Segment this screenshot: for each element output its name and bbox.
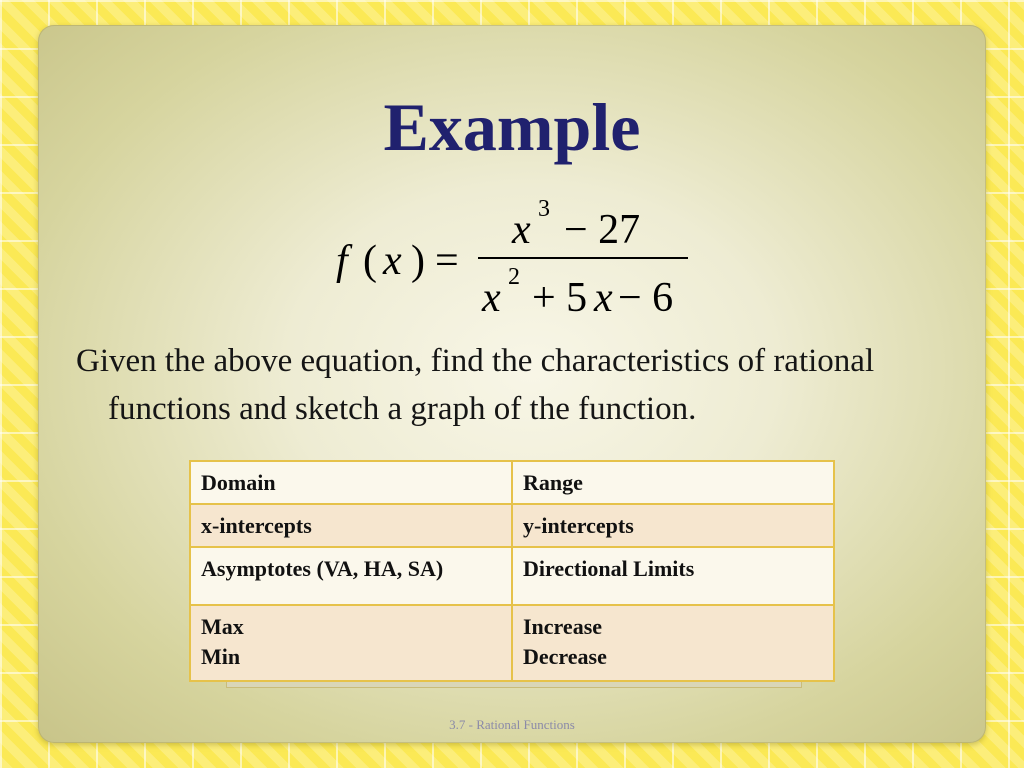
table-row bbox=[190, 547, 834, 605]
denominator-plus-five: + 5 bbox=[532, 275, 588, 321]
denominator-x: x bbox=[594, 275, 613, 321]
table-cell-domain: Domain bbox=[190, 461, 512, 504]
instruction-text: Given the above equation, find the characteristics of rational functions and sketch a graph of the function. bbox=[76, 343, 875, 427]
table-cell-directional-limits: Directional Limits bbox=[512, 547, 834, 605]
table-cell-increase: Increase bbox=[523, 614, 603, 639]
denominator-exponent: 2 bbox=[508, 264, 520, 290]
table-row bbox=[190, 605, 834, 681]
table-cell-max: Max bbox=[201, 614, 244, 639]
formula-open-paren: ( bbox=[363, 238, 377, 284]
numerator-x: x bbox=[512, 207, 531, 253]
slide-title: Example bbox=[383, 89, 641, 165]
numerator-constant: − 27 bbox=[564, 207, 641, 253]
numerator-exponent: 3 bbox=[538, 196, 550, 222]
formula-close-paren: ) bbox=[411, 238, 425, 284]
table-cell-x-intercepts: x-intercepts bbox=[190, 504, 512, 547]
table-cell-increase-decrease bbox=[512, 605, 834, 681]
table-cell-max-min bbox=[190, 605, 512, 681]
table-cell-range: Range bbox=[512, 461, 834, 504]
formula-f: f bbox=[336, 238, 348, 284]
table-row bbox=[190, 504, 834, 547]
table-cell-y-intercepts: y-intercepts bbox=[512, 504, 834, 547]
denominator-constant: − 6 bbox=[618, 275, 674, 321]
table-cell-asymptotes: Asymptotes (VA, HA, SA) bbox=[190, 547, 512, 605]
slide bbox=[38, 25, 986, 743]
fraction-bar bbox=[478, 257, 688, 259]
table-cell-decrease: Decrease bbox=[523, 644, 607, 669]
table-row bbox=[190, 461, 834, 504]
slide-footer: 3.7 - Rational Functions bbox=[449, 717, 575, 732]
rational-function-formula bbox=[38, 25, 986, 325]
denominator-x-squared: x bbox=[482, 275, 501, 321]
formula-x: x bbox=[383, 238, 402, 284]
characteristics-table bbox=[189, 460, 835, 682]
table-cell-min: Min bbox=[201, 644, 241, 669]
formula-equals: = bbox=[435, 238, 459, 284]
